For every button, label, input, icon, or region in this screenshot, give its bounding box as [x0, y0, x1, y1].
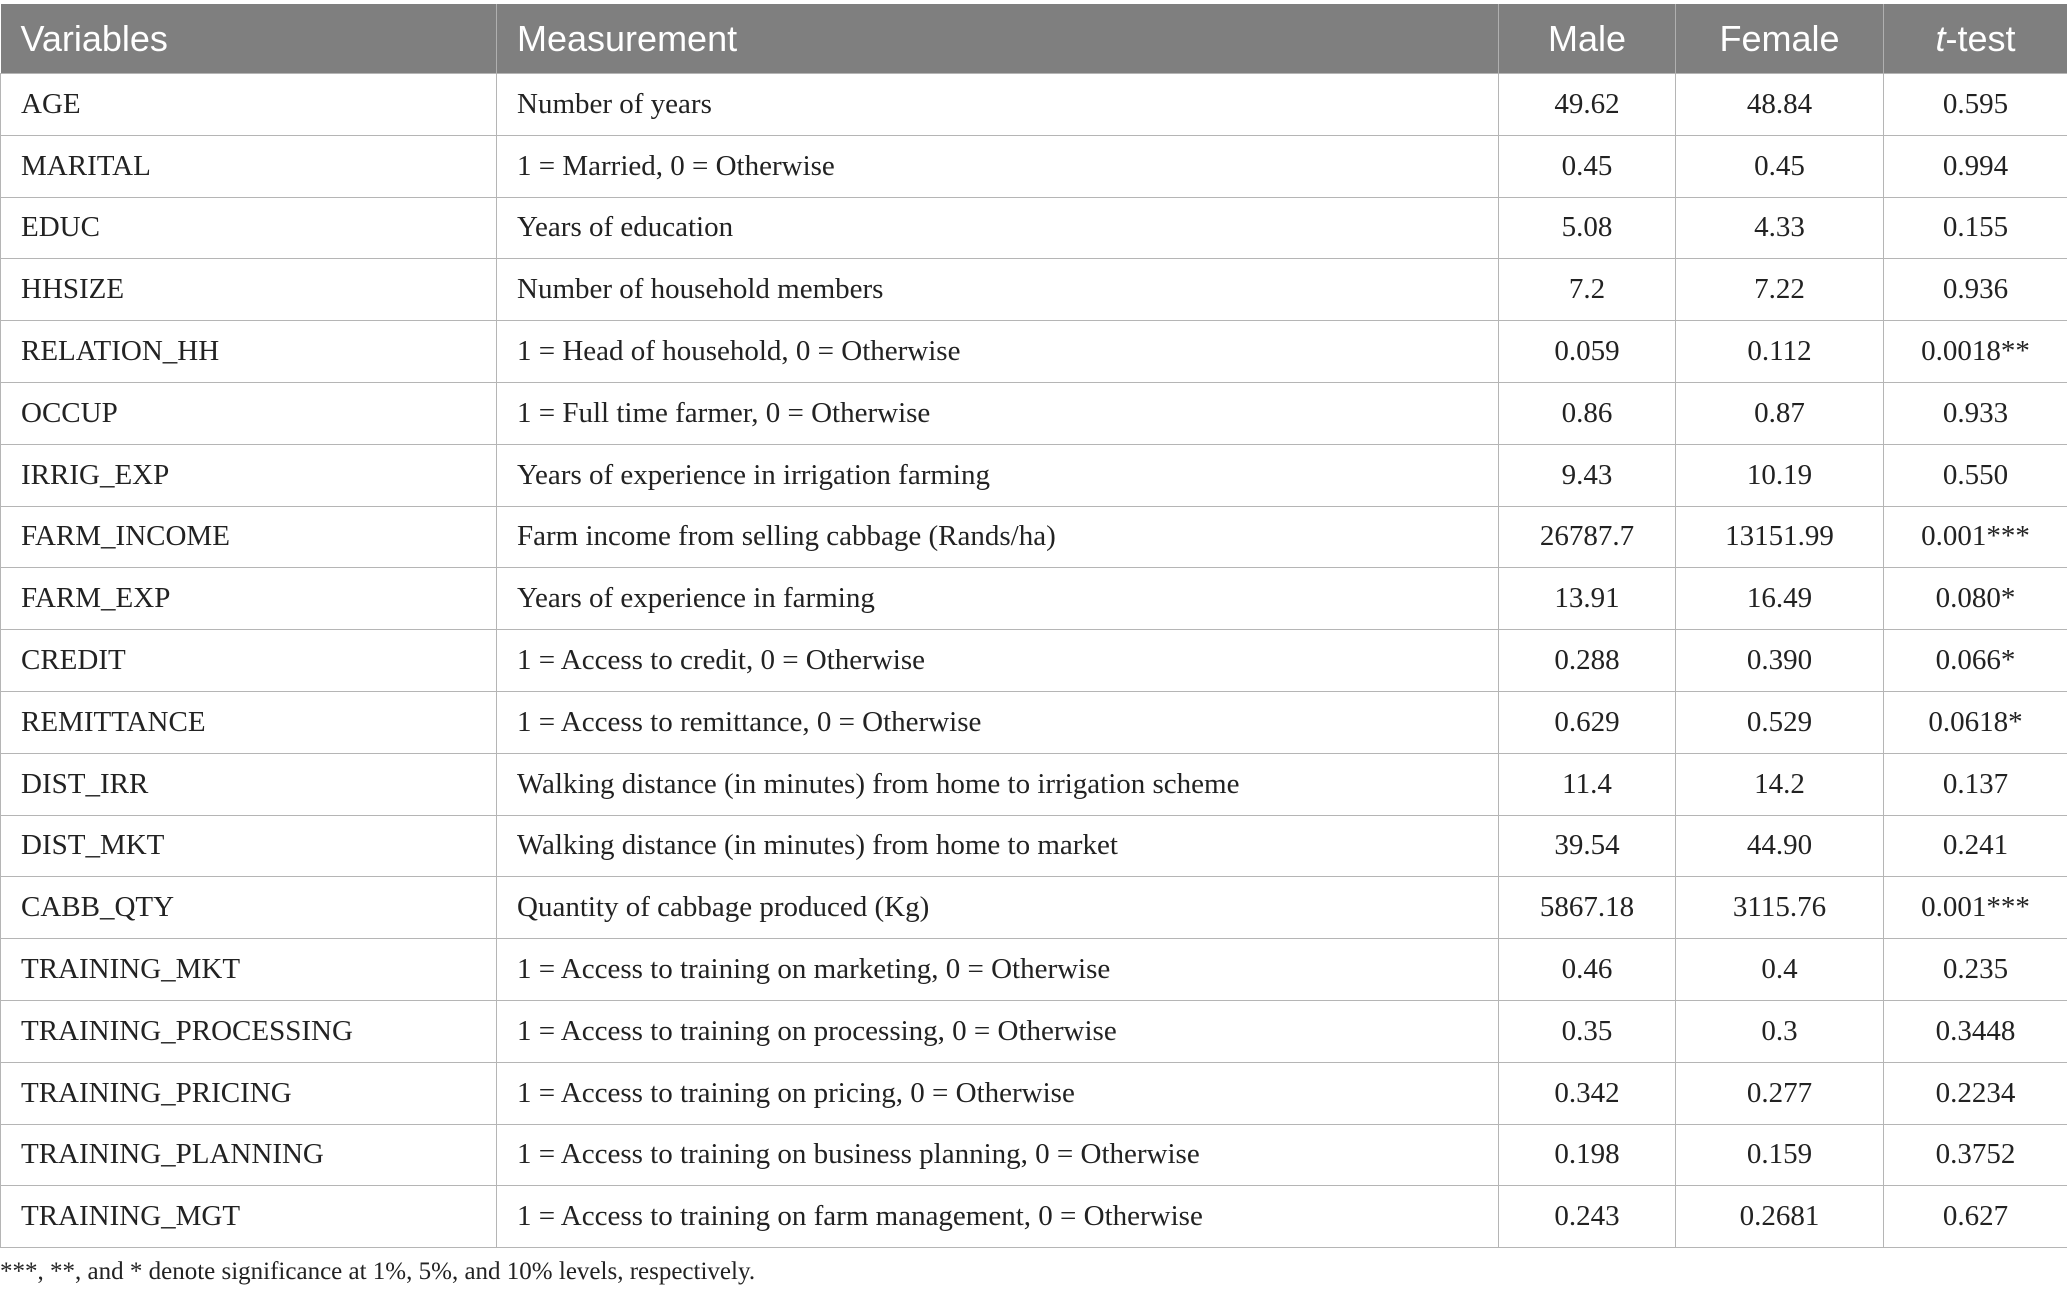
- cell-male: 0.46: [1499, 939, 1676, 1001]
- cell-measurement: 1 = Access to training on processing, 0 = Otherwise: [497, 1000, 1499, 1062]
- cell-male: 39.54: [1499, 815, 1676, 877]
- cell-female: 0.2681: [1676, 1186, 1884, 1248]
- cell-female: 7.22: [1676, 259, 1884, 321]
- cell-variable: RELATION_HH: [1, 321, 497, 383]
- header-measurement: Measurement: [497, 5, 1499, 74]
- table-row: [1, 1124, 2067, 1186]
- cell-male: 0.45: [1499, 135, 1676, 197]
- cell-ttest: 0.066*: [1884, 630, 2067, 692]
- header-ttest: [1884, 5, 2067, 74]
- cell-ttest: 0.3448: [1884, 1000, 2067, 1062]
- data-table: [0, 4, 2067, 1248]
- table-row: [1, 568, 2067, 630]
- cell-female: 0.45: [1676, 135, 1884, 197]
- cell-ttest: 0.933: [1884, 382, 2067, 444]
- cell-male: 26787.7: [1499, 506, 1676, 568]
- header-ttest-t: t: [1935, 18, 1946, 59]
- cell-measurement: Walking distance (in minutes) from home to market: [497, 815, 1499, 877]
- cell-variable: TRAINING_PROCESSING: [1, 1000, 497, 1062]
- table-row: [1, 321, 2067, 383]
- cell-male: 9.43: [1499, 444, 1676, 506]
- table-row: [1, 691, 2067, 753]
- cell-ttest: 0.235: [1884, 939, 2067, 1001]
- cell-variable: TRAINING_PLANNING: [1, 1124, 497, 1186]
- table-row: [1, 630, 2067, 692]
- cell-variable: OCCUP: [1, 382, 497, 444]
- table-row: [1, 444, 2067, 506]
- cell-variable: DIST_MKT: [1, 815, 497, 877]
- cell-female: 3115.76: [1676, 877, 1884, 939]
- cell-female: 0.390: [1676, 630, 1884, 692]
- cell-measurement: Number of years: [497, 74, 1499, 136]
- cell-variable: IRRIG_EXP: [1, 444, 497, 506]
- table-row: [1, 939, 2067, 1001]
- cell-ttest: 0.080*: [1884, 568, 2067, 630]
- cell-measurement: Quantity of cabbage produced (Kg): [497, 877, 1499, 939]
- cell-female: 44.90: [1676, 815, 1884, 877]
- cell-ttest: 0.627: [1884, 1186, 2067, 1248]
- cell-ttest: 0.137: [1884, 753, 2067, 815]
- cell-male: 0.629: [1499, 691, 1676, 753]
- cell-ttest: 0.0618*: [1884, 691, 2067, 753]
- cell-ttest: 0.2234: [1884, 1062, 2067, 1124]
- table-row: [1, 1186, 2067, 1248]
- cell-ttest: 0.0018**: [1884, 321, 2067, 383]
- table-row: [1, 753, 2067, 815]
- table-row: [1, 815, 2067, 877]
- cell-measurement: 1 = Married, 0 = Otherwise: [497, 135, 1499, 197]
- cell-variable: EDUC: [1, 197, 497, 259]
- cell-male: 0.243: [1499, 1186, 1676, 1248]
- cell-female: 14.2: [1676, 753, 1884, 815]
- cell-variable: TRAINING_PRICING: [1, 1062, 497, 1124]
- header-row: [1, 5, 2067, 74]
- cell-female: 0.277: [1676, 1062, 1884, 1124]
- cell-ttest: 0.3752: [1884, 1124, 2067, 1186]
- cell-male: 5.08: [1499, 197, 1676, 259]
- cell-male: 0.86: [1499, 382, 1676, 444]
- cell-measurement: 1 = Full time farmer, 0 = Otherwise: [497, 382, 1499, 444]
- cell-female: 0.159: [1676, 1124, 1884, 1186]
- cell-female: 0.3: [1676, 1000, 1884, 1062]
- cell-variable: MARITAL: [1, 135, 497, 197]
- cell-ttest: 0.155: [1884, 197, 2067, 259]
- header-female: Female: [1676, 5, 1884, 74]
- table-footnote: ***, **, and * denote significance at 1%, 5%, and 10% levels, respectively.: [0, 1258, 756, 1285]
- cell-female: 0.112: [1676, 321, 1884, 383]
- cell-male: 0.059: [1499, 321, 1676, 383]
- cell-ttest: 0.936: [1884, 259, 2067, 321]
- cell-measurement: 1 = Access to training on pricing, 0 = Otherwise: [497, 1062, 1499, 1124]
- header-male: Male: [1499, 5, 1676, 74]
- cell-measurement: Years of education: [497, 197, 1499, 259]
- cell-variable: AGE: [1, 74, 497, 136]
- cell-measurement: 1 = Access to training on marketing, 0 = Otherwise: [497, 939, 1499, 1001]
- cell-variable: REMITTANCE: [1, 691, 497, 753]
- cell-male: 5867.18: [1499, 877, 1676, 939]
- cell-ttest: 0.550: [1884, 444, 2067, 506]
- cell-ttest: 0.001***: [1884, 506, 2067, 568]
- cell-variable: FARM_INCOME: [1, 506, 497, 568]
- cell-variable: DIST_IRR: [1, 753, 497, 815]
- cell-ttest: 0.241: [1884, 815, 2067, 877]
- header-variables: Variables: [1, 5, 497, 74]
- cell-female: 0.529: [1676, 691, 1884, 753]
- cell-ttest: 0.001***: [1884, 877, 2067, 939]
- cell-measurement: 1 = Access to credit, 0 = Otherwise: [497, 630, 1499, 692]
- cell-measurement: 1 = Access to training on business planning, 0 = Otherwise: [497, 1124, 1499, 1186]
- cell-variable: FARM_EXP: [1, 568, 497, 630]
- cell-measurement: Walking distance (in minutes) from home to irrigation scheme: [497, 753, 1499, 815]
- cell-male: 0.288: [1499, 630, 1676, 692]
- cell-measurement: Years of experience in irrigation farming: [497, 444, 1499, 506]
- table-row: [1, 1062, 2067, 1124]
- cell-measurement: Farm income from selling cabbage (Rands/ha): [497, 506, 1499, 568]
- cell-male: 7.2: [1499, 259, 1676, 321]
- cell-male: 0.342: [1499, 1062, 1676, 1124]
- cell-variable: TRAINING_MKT: [1, 939, 497, 1001]
- cell-ttest: 0.595: [1884, 74, 2067, 136]
- cell-variable: CREDIT: [1, 630, 497, 692]
- table-row: [1, 74, 2067, 136]
- table-row: [1, 382, 2067, 444]
- table-row: [1, 135, 2067, 197]
- table-header: [1, 5, 2067, 74]
- cell-female: 0.4: [1676, 939, 1884, 1001]
- cell-male: 0.198: [1499, 1124, 1676, 1186]
- cell-female: 0.87: [1676, 382, 1884, 444]
- cell-variable: CABB_QTY: [1, 877, 497, 939]
- table-row: [1, 506, 2067, 568]
- cell-measurement: 1 = Access to training on farm management, 0 = Otherwise: [497, 1186, 1499, 1248]
- cell-male: 0.35: [1499, 1000, 1676, 1062]
- cell-ttest: 0.994: [1884, 135, 2067, 197]
- cell-male: 13.91: [1499, 568, 1676, 630]
- table-row: [1, 877, 2067, 939]
- cell-variable: HHSIZE: [1, 259, 497, 321]
- table-row: [1, 1000, 2067, 1062]
- table-row: [1, 259, 2067, 321]
- cell-measurement: Years of experience in farming: [497, 568, 1499, 630]
- header-ttest-rest: -test: [1945, 18, 2016, 59]
- table-row: [1, 197, 2067, 259]
- cell-male: 49.62: [1499, 74, 1676, 136]
- cell-female: 13151.99: [1676, 506, 1884, 568]
- table-body: [1, 74, 2067, 1248]
- cell-measurement: Number of household members: [497, 259, 1499, 321]
- cell-female: 48.84: [1676, 74, 1884, 136]
- cell-female: 10.19: [1676, 444, 1884, 506]
- cell-measurement: 1 = Head of household, 0 = Otherwise: [497, 321, 1499, 383]
- cell-female: 4.33: [1676, 197, 1884, 259]
- cell-variable: TRAINING_MGT: [1, 1186, 497, 1248]
- table-container: [0, 4, 2067, 1248]
- cell-female: 16.49: [1676, 568, 1884, 630]
- cell-measurement: 1 = Access to remittance, 0 = Otherwise: [497, 691, 1499, 753]
- cell-male: 11.4: [1499, 753, 1676, 815]
